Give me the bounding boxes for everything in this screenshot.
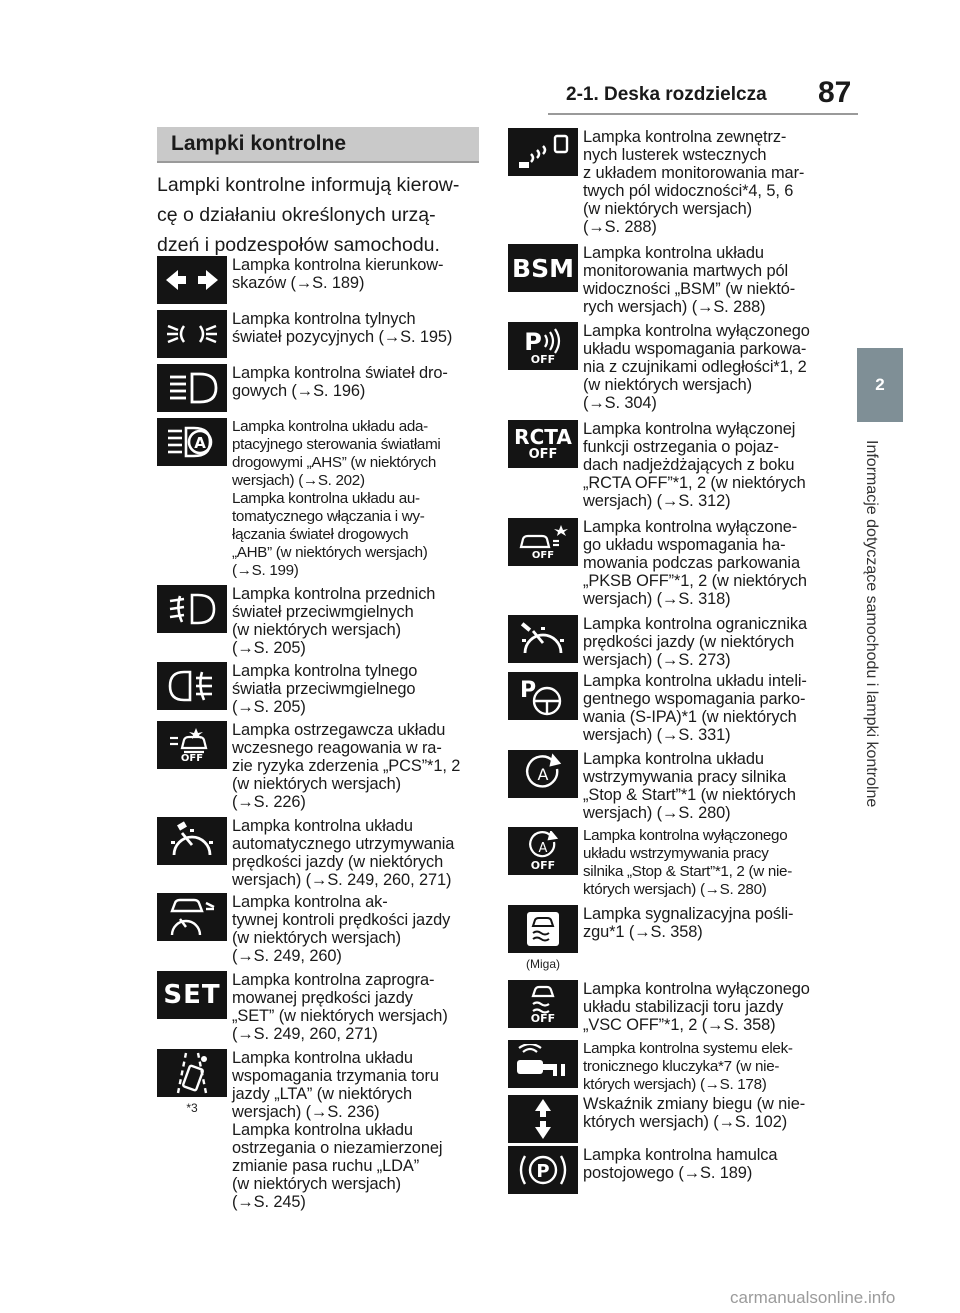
indicator-description: Lampka kontrolna wyłączonego układu wstrzymywania pracy silnika „Stop & Start”*1, 2 (w nie- których wersjach) (→S. 280)	[583, 827, 792, 898]
indicator-entry	[508, 420, 806, 510]
indicator-description: Lampka kontrolna układu ada- ptacyjnego sterowania światłami drogowymi „AHS” (w niektórych wersjach) (→S. 202) Lampka kontrolna układu au- tomatycznego włączania i wy- łączania świateł drogowych „AHB” (w niektórych wersjach) (→S. 199)	[232, 418, 441, 579]
icon-footnote: (Miga)	[525, 957, 560, 971]
off-label: OFF	[530, 352, 556, 366]
indicator-description: Lampka kontrolna kierunkow- skazów (→S. 189)	[232, 256, 444, 292]
watermark: carmanualsonline.info	[730, 1288, 896, 1307]
indicator-description: Lampka kontrolna układu wspomagania trzymania toru jazdy „LTA” (w niektórych wersjach) (→S. 236) Lampka kontrolna układu ostrzegania o niezamierzonej zmianie pasa ruchu „LDA” (w niektórych wersjach) (→S. 245)	[232, 1049, 443, 1211]
set-label: SET	[163, 980, 221, 1010]
indicator-description: Lampka kontrolna wyłączone- go układu wspomagania ha- mowania podczas parkowania „PKSB OFF”*1, 2 (w niektórych wersjach) (→S. 318)	[583, 518, 807, 608]
side-tab: 2	[857, 348, 903, 422]
indicator-entry	[157, 1049, 442, 1211]
indicator-entry	[157, 364, 448, 412]
indicator-description: Lampka kontrolna układu inteli- gentnego wspomagania parko- wania (S-IPA)*1 (w niektórych wersjach) (→S. 331)	[583, 672, 807, 744]
off-label: OFF	[180, 753, 204, 764]
indicator-entry	[508, 1040, 793, 1094]
indicator-entry	[157, 893, 450, 965]
speed-limiter-icon	[508, 615, 578, 663]
shift-indicator-icon	[508, 1095, 578, 1143]
indicator-description: Lampka kontrolna wyłączonej funkcji ostrzegania o pojaz- dach nadjeżdżających z boku „RCTA OFF”*1, 2 (w niektórych wersjach) (→S. 312)	[583, 420, 806, 510]
cruise-control-icon	[157, 817, 227, 865]
indicator-entry	[157, 662, 417, 716]
smart-key-icon	[508, 1040, 578, 1088]
radar-cruise-icon	[157, 893, 227, 941]
lta-icon	[157, 1049, 227, 1097]
page-number: 87	[818, 76, 852, 109]
svg-text:A: A	[194, 434, 206, 452]
bsm-label: BSM	[512, 253, 574, 283]
rcta-label: RCTA	[514, 425, 572, 449]
indicator-entry	[508, 615, 807, 669]
stop-start-off-icon	[508, 827, 578, 875]
indicator-description: Lampka kontrolna ak- tywnej kontroli prędkości jazdy (w niektórych wersjach) (→S. 249, 260)	[232, 893, 451, 965]
high-beam-icon	[157, 364, 227, 412]
pcs-off-icon	[157, 721, 227, 769]
p-label: P	[519, 678, 537, 703]
indicator-description: Lampka sygnalizacyjna pośli- zgu*1 (→S. 358)	[583, 905, 794, 941]
indicator-entry	[157, 418, 441, 580]
indicator-entry	[508, 244, 795, 316]
off-label: OFF	[530, 1011, 556, 1025]
slip-indicator-icon	[508, 905, 578, 953]
indicator-entry	[508, 905, 793, 971]
svg-text:A: A	[538, 840, 548, 856]
icon-footnote: *3	[186, 1101, 198, 1115]
indicator-description: Lampka kontrolna układu monitorowania martwych pól widoczności „BSM” (w niektó- rych wersjach) (→S. 288)	[583, 244, 796, 316]
indicator-entry	[157, 971, 448, 1043]
indicator-description: Lampka kontrolna układu automatycznego utrzymywania prędkości jazdy (w niektórych wersjach) (→S. 249, 260, 271)	[232, 817, 455, 889]
svg-text:A: A	[537, 765, 549, 784]
indicator-entry	[508, 322, 810, 412]
indicator-entry	[508, 827, 792, 899]
indicator-entry	[157, 817, 454, 889]
indicator-entry	[508, 518, 807, 608]
indicator-description: Lampka kontrolna hamulca postojowego (→S. 189)	[583, 1146, 778, 1182]
set-icon	[157, 971, 227, 1019]
side-chapter-text: Informacje dotyczące samochodu i lampki kontrolne	[863, 440, 880, 808]
section-title: Lampki kontrolne	[157, 127, 479, 163]
indicator-entry	[508, 1146, 777, 1194]
indicator-entry	[508, 980, 810, 1034]
indicator-description: Lampka kontrolna tylnego światła przeciwmgielnego (→S. 205)	[232, 662, 418, 716]
auto-high-beam-icon	[157, 418, 227, 466]
indicator-description: Lampka kontrolna przednich świateł przeciwmgielnych (w niektórych wersjach) (→S. 205)	[232, 585, 436, 657]
tail-light-icon	[157, 310, 227, 358]
indicator-description: Lampka kontrolna świateł dro- gowych (→S. 196)	[232, 364, 448, 400]
indicator-description: Lampka kontrolna wyłączonego układu wspomagania parkowa- nia z czujnikami odległości*1, 2 (w niektórych wersjach) (→S. 304)	[583, 322, 810, 412]
s-ipa-icon	[508, 672, 578, 720]
indicator-entry	[157, 310, 452, 358]
header-rule	[548, 113, 858, 115]
indicator-description: Lampka kontrolna ogranicznika prędkości jazdy (w niektórych wersjach) (→S. 273)	[583, 615, 807, 669]
parking-brake-icon	[508, 1146, 578, 1194]
indicator-description: Lampka ostrzegawcza układu wczesnego reagowania w ra- zie ryzyka zderzenia „PCS”*1, 2 (w niektórych wersjach) (→S. 226)	[232, 721, 461, 811]
off-label: OFF	[528, 447, 558, 462]
turn-signal-arrows-icon	[157, 256, 227, 304]
indicator-description: Wskaźnik zmiany biegu (w nie- których wersjach) (→S. 102)	[583, 1095, 806, 1131]
rcta-off-icon	[508, 420, 578, 468]
header-title: 2-1. Deska rozdzielcza	[566, 84, 767, 105]
indicator-description: Lampka kontrolna układu wstrzymywania pracy silnika „Stop & Start”*1 (w niektórych wersjach) (→S. 280)	[583, 750, 796, 822]
indicator-description: Lampka kontrolna zaprogra- mowanej prędkości jazdy „SET” (w niektórych wersjach) (→S. 249, 260, 271)	[232, 971, 448, 1043]
off-label: OFF	[531, 550, 555, 561]
off-label: OFF	[530, 858, 556, 872]
indicator-entry	[508, 1095, 805, 1143]
indicator-entry	[508, 750, 796, 822]
pksb-off-icon	[508, 518, 578, 566]
indicator-entry	[157, 256, 443, 304]
indicator-entry	[157, 585, 435, 657]
svg-text:P: P	[536, 1161, 550, 1182]
front-fog-icon	[157, 585, 227, 633]
indicator-description: Lampka kontrolna zewnętrz- nych lusterek wstecznych z układem monitorowania mar- twych pól widoczności*4, 5, 6 (w niektórych wersjach) (→S. 288)	[583, 128, 805, 236]
rear-fog-icon	[157, 662, 227, 710]
svg-text:P: P	[524, 327, 542, 355]
indicator-description: Lampka kontrolna wyłączonego układu stabilizacji toru jazdy „VSC OFF”*1, 2 (→S. 358)	[583, 980, 810, 1034]
stop-start-icon	[508, 750, 578, 798]
indicator-entry	[508, 672, 807, 744]
indicator-entry	[157, 721, 460, 811]
parking-sensor-off-icon	[508, 322, 578, 370]
indicator-description: Lampka kontrolna tylnych świateł pozycyjnych (→S. 195)	[232, 310, 453, 346]
indicator-entry	[508, 128, 804, 236]
indicator-description: Lampka kontrolna systemu elek- tronicznego kluczyka*7 (w nie- których wersjach) (→S. 178)	[583, 1040, 793, 1093]
bsm-icon	[508, 244, 578, 292]
mirror-bsm-icon	[508, 128, 578, 176]
vsc-off-icon	[508, 980, 578, 1028]
intro-text: Lampki kontrolne informują kierow- cę o działaniu określonych urzą- dzeń i podzespołów samochodu.	[157, 174, 460, 256]
